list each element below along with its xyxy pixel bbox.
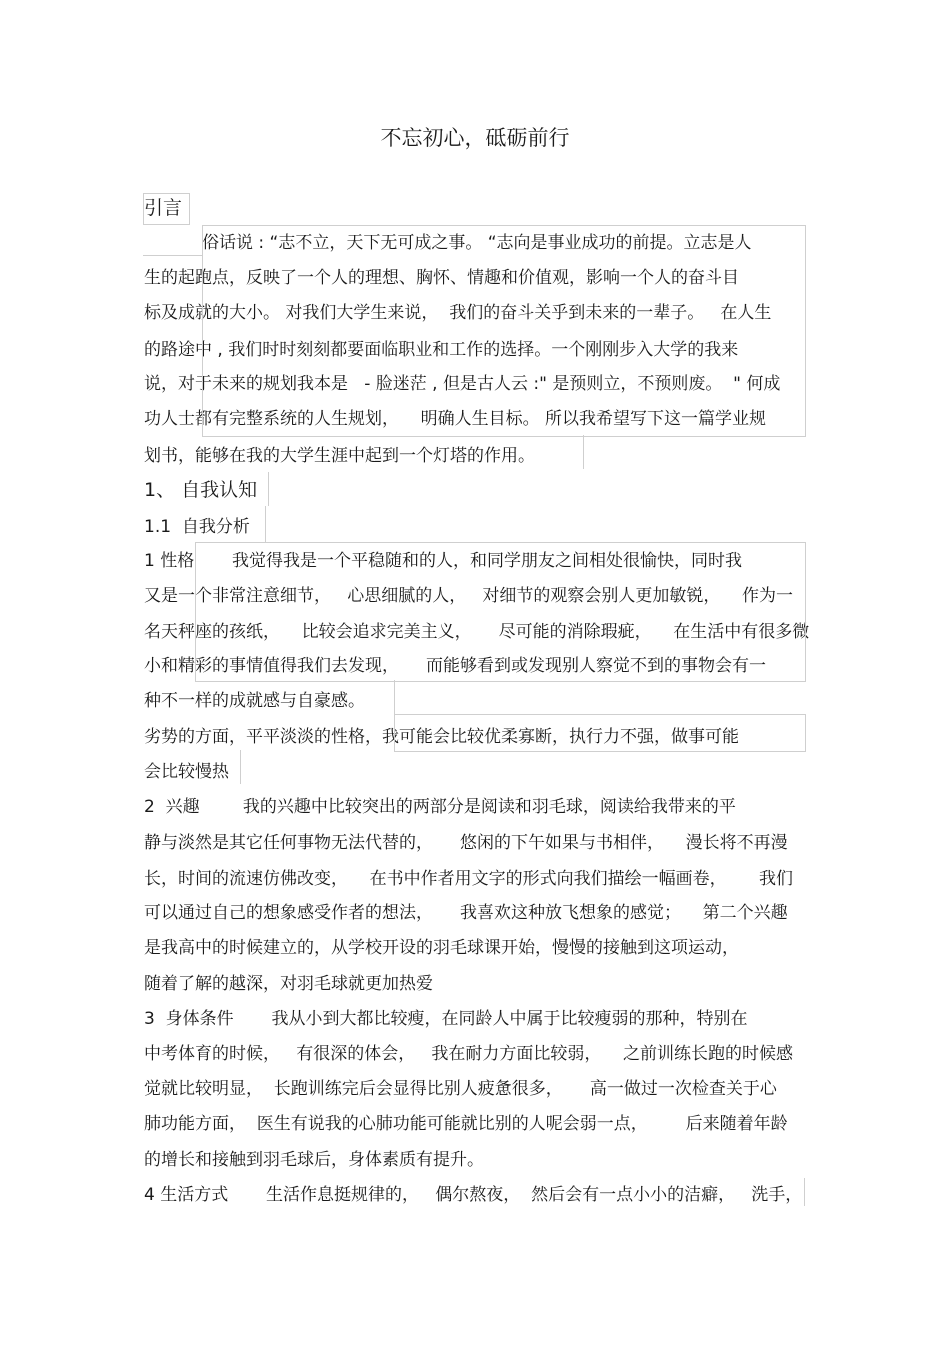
paragraph-line: 静与淡然是其它任何事物无法代替的， 悠闲的下午如果与书相伴， 漫长将不再漫 bbox=[144, 833, 788, 853]
paragraph-line: 肺功能方面， 医生有说我的心肺功能可能就比别的人呢会弱一点， 后来随着年龄 bbox=[144, 1114, 788, 1134]
frame-line bbox=[804, 1178, 805, 1206]
paragraph-line: 标及成就的大小。 对我们大学生来说， 我们的奋斗关乎到未来的一辈子。 在人生 bbox=[144, 303, 772, 323]
frame-line bbox=[240, 750, 241, 784]
paragraph-line: 的增长和接触到羽毛球后，身体素质有提升。 bbox=[144, 1150, 484, 1170]
paragraph-line: 又是一个非常注意细节， 心思细腻的人， 对细节的观察会别人更加敏锐， 作为一 bbox=[144, 586, 794, 606]
paragraph-line: 1 性格 我觉得我是一个平稳随和的人，和同学朋友之间相处很愉快，同时我 bbox=[144, 551, 743, 571]
paragraph-line: 小和精彩的事情值得我们去发现， 而能够看到或发现别人察觉不到的事物会有一 bbox=[144, 656, 767, 676]
paragraph-line: 4 生活方式 生活作息挺规律的， 偶尔熬夜， 然后会有一点小小的洁癖， 洗手， bbox=[144, 1185, 803, 1205]
frame-line bbox=[394, 680, 395, 714]
paragraph-line: 的路途中 , 我们时时刻刻都要面临职业和工作的选择。一个刚刚步入大学的我来 bbox=[144, 340, 739, 360]
paragraph-line: 是我高中的时候建立的，从学校开设的羽毛球课开始，慢慢的接触到这项运动， bbox=[144, 938, 739, 958]
section-heading-self-awareness: 1、 自我认知 bbox=[144, 479, 258, 501]
frame-line bbox=[202, 225, 806, 437]
paragraph-line: 生的起跑点，反映了一个人的理想、胸怀、情趣和价值观，影响一个人的奋斗目 bbox=[144, 268, 739, 288]
paragraph-line: 俗话说 : “志不立，天下无可成之事。 “志向是事业成功的前提。立志是人 bbox=[202, 233, 752, 253]
paragraph-line: 可以通过自己的想象感受作者的想法， 我喜欢这种放飞想象的感觉； 第二个兴趣 bbox=[144, 903, 788, 923]
frame-line bbox=[265, 506, 266, 542]
paragraph-line: 会比较慢热 bbox=[144, 762, 229, 782]
frame-line bbox=[143, 255, 202, 256]
section-heading-intro: 引言 bbox=[144, 197, 183, 219]
paragraph-line: 随着了解的越深，对羽毛球就更加热爱 bbox=[144, 974, 433, 994]
document-title: 不忘初心，砥砺前行 bbox=[380, 126, 570, 150]
paragraph-line: 觉就比较明显， 长跑训练完后会显得比别人疲惫很多， 高一做过一次检查关于心 bbox=[144, 1079, 777, 1099]
paragraph-line: 中考体育的时候， 有很深的体会， 我在耐力方面比较弱， 之前训练长跑的时候感 bbox=[144, 1044, 794, 1064]
paragraph-line: 功人士都有完整系统的人生规划， 明确人生目标。 所以我希望写下这一篇学业规 bbox=[144, 409, 767, 429]
paragraph-line: 说，对于未来的规划我本是 - 脸迷茫 , 但是古人云 :" 是预则立，不预则废。 " 何成 bbox=[144, 374, 781, 394]
paragraph-line: 劣势的方面，平平淡淡的性格，我可能会比较优柔寡断，执行力不强，做事可能 bbox=[144, 727, 739, 747]
paragraph-line: 长，时间的流速仿佛改变， 在书中作者用文字的形式向我们描绘一幅画卷， 我们 bbox=[144, 869, 794, 889]
paragraph-line: 名天秤座的孩纸， 比较会追求完美主义， 尽可能的消除瑕疵， 在生活中有很多微 bbox=[144, 622, 810, 642]
paragraph-line: 种不一样的成就感与自豪感。 bbox=[144, 691, 365, 711]
paragraph-line: 3 身体条件 我从小到大都比较瘦，在同龄人中属于比较瘦弱的那种，特别在 bbox=[144, 1009, 748, 1029]
subsection-heading-self-analysis: 1.1 自我分析 bbox=[144, 517, 250, 537]
frame-line bbox=[583, 435, 584, 469]
frame-line bbox=[268, 472, 269, 506]
paragraph-line: 2 兴趣 我的兴趣中比较突出的两部分是阅读和羽毛球，阅读给我带来的平 bbox=[144, 797, 736, 817]
paragraph-line: 划书，能够在我的大学生涯中起到一个灯塔的作用。 bbox=[144, 446, 535, 466]
